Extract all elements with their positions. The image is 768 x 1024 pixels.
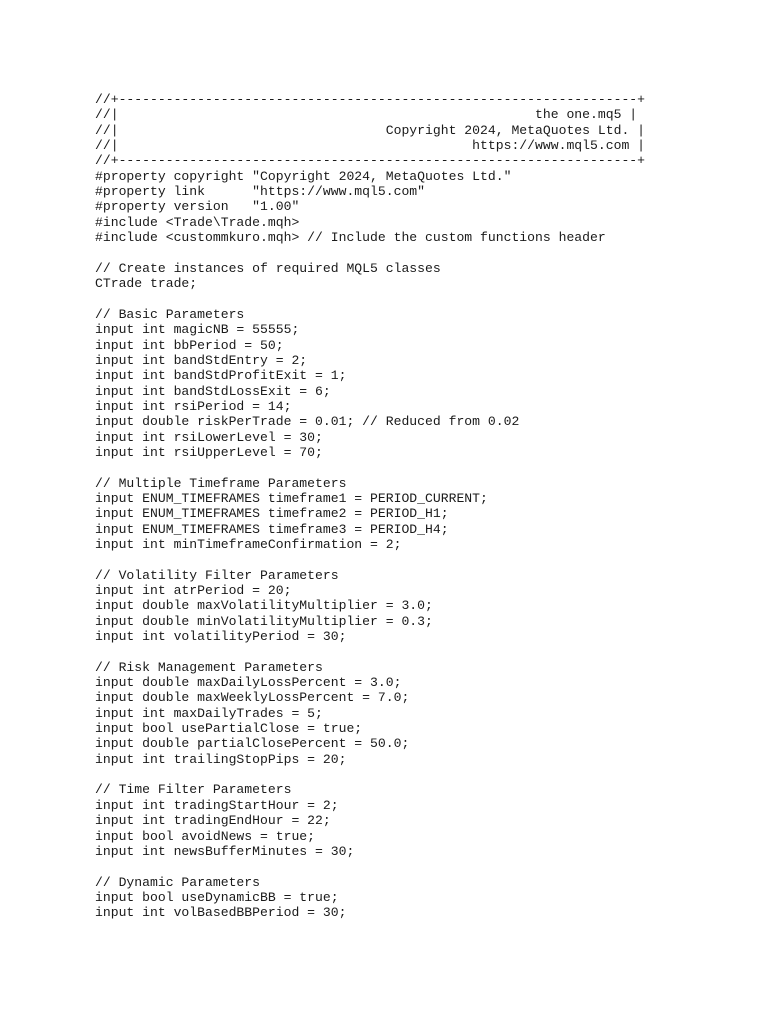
code-line: // Volatility Filter Parameters <box>95 567 339 583</box>
code-line: input double maxWeeklyLossPercent = 7.0; <box>95 690 410 706</box>
code-line: input int newsBufferMinutes = 30; <box>95 843 355 859</box>
code-line: input bool useDynamicBB = true; <box>95 889 339 905</box>
code-line: input ENUM_TIMEFRAMES timeframe1 = PERIOD_CURRENT; <box>95 490 488 506</box>
code-line: input int magicNB = 55555; <box>95 322 300 338</box>
code-line: #property link "https://www.mql5.com" <box>95 184 426 200</box>
code-line: input int tradingStartHour = 2; <box>95 797 339 813</box>
code-line: // Time Filter Parameters <box>95 782 292 798</box>
code-line: input int bbPeriod = 50; <box>95 337 284 353</box>
code-line: #property copyright "Copyright 2024, MetaQuotes Ltd." <box>95 168 512 184</box>
code-line: // Basic Parameters <box>95 306 245 322</box>
code-line: // Multiple Timeframe Parameters <box>95 475 347 491</box>
code-line <box>95 859 645 874</box>
code-line: input double partialClosePercent = 50.0; <box>95 736 410 752</box>
code-line: input double maxDailyLossPercent = 3.0; <box>95 675 402 691</box>
code-line: //+------------------------------------------------------------------+ <box>95 153 646 169</box>
code-line: input ENUM_TIMEFRAMES timeframe3 = PERIOD_H4; <box>95 521 449 537</box>
code-line: // Create instances of required MQL5 classes <box>95 260 441 276</box>
code-line: input int bandStdProfitExit = 1; <box>95 368 347 384</box>
code-line: input int volBasedBBPeriod = 30; <box>95 905 347 921</box>
code-line: //| the one.mq5 | <box>95 107 638 123</box>
code-line: input int rsiLowerLevel = 30; <box>95 429 323 445</box>
code-line: input double riskPerTrade = 0.01; // Reduced from 0.02 <box>95 414 520 430</box>
code-line: input ENUM_TIMEFRAMES timeframe2 = PERIOD_H1; <box>95 506 449 522</box>
code-line: input int maxDailyTrades = 5; <box>95 705 323 721</box>
code-line: input bool avoidNews = true; <box>95 828 316 844</box>
code-line: input int tradingEndHour = 22; <box>95 813 331 829</box>
code-line <box>95 767 645 782</box>
code-line: input int rsiUpperLevel = 70; <box>95 444 323 460</box>
code-line <box>95 460 645 475</box>
code-line: input int atrPeriod = 20; <box>95 583 292 598</box>
code-line: input int bandStdEntry = 2; <box>95 352 308 368</box>
code-line: input int trailingStopPips = 20; <box>95 751 347 767</box>
code-line: // Dynamic Parameters <box>95 874 261 890</box>
code-line: input double maxVolatilityMultiplier = 3.0; <box>95 598 433 614</box>
code-line: #property version "1.00" <box>95 199 300 215</box>
source-code-block <box>95 92 645 921</box>
code-line: input int minTimeframeConfirmation = 2; <box>95 536 402 552</box>
code-line <box>95 291 645 306</box>
code-line <box>95 644 645 659</box>
code-line <box>95 245 645 260</box>
code-line: input bool usePartialClose = true; <box>95 721 363 737</box>
code-line: #include <custommkuro.mqh> // Include the custom functions header <box>95 230 606 246</box>
code-line: CTrade trade; <box>95 276 198 292</box>
code-line: input int volatilityPeriod = 30; <box>95 629 347 645</box>
code-line: #include <Trade\Trade.mqh> <box>95 214 300 230</box>
code-line: //+------------------------------------------------------------------+ <box>95 92 646 107</box>
code-line <box>95 552 645 567</box>
code-line: //| Copyright 2024, MetaQuotes Ltd. | <box>95 122 646 138</box>
code-line: input double minVolatilityMultiplier = 0.3; <box>95 613 433 629</box>
code-line: input int rsiPeriod = 14; <box>95 398 292 414</box>
code-line: // Risk Management Parameters <box>95 659 323 675</box>
code-line: input int bandStdLossExit = 6; <box>95 383 331 399</box>
code-line: //| https://www.mql5.com | <box>95 138 646 154</box>
